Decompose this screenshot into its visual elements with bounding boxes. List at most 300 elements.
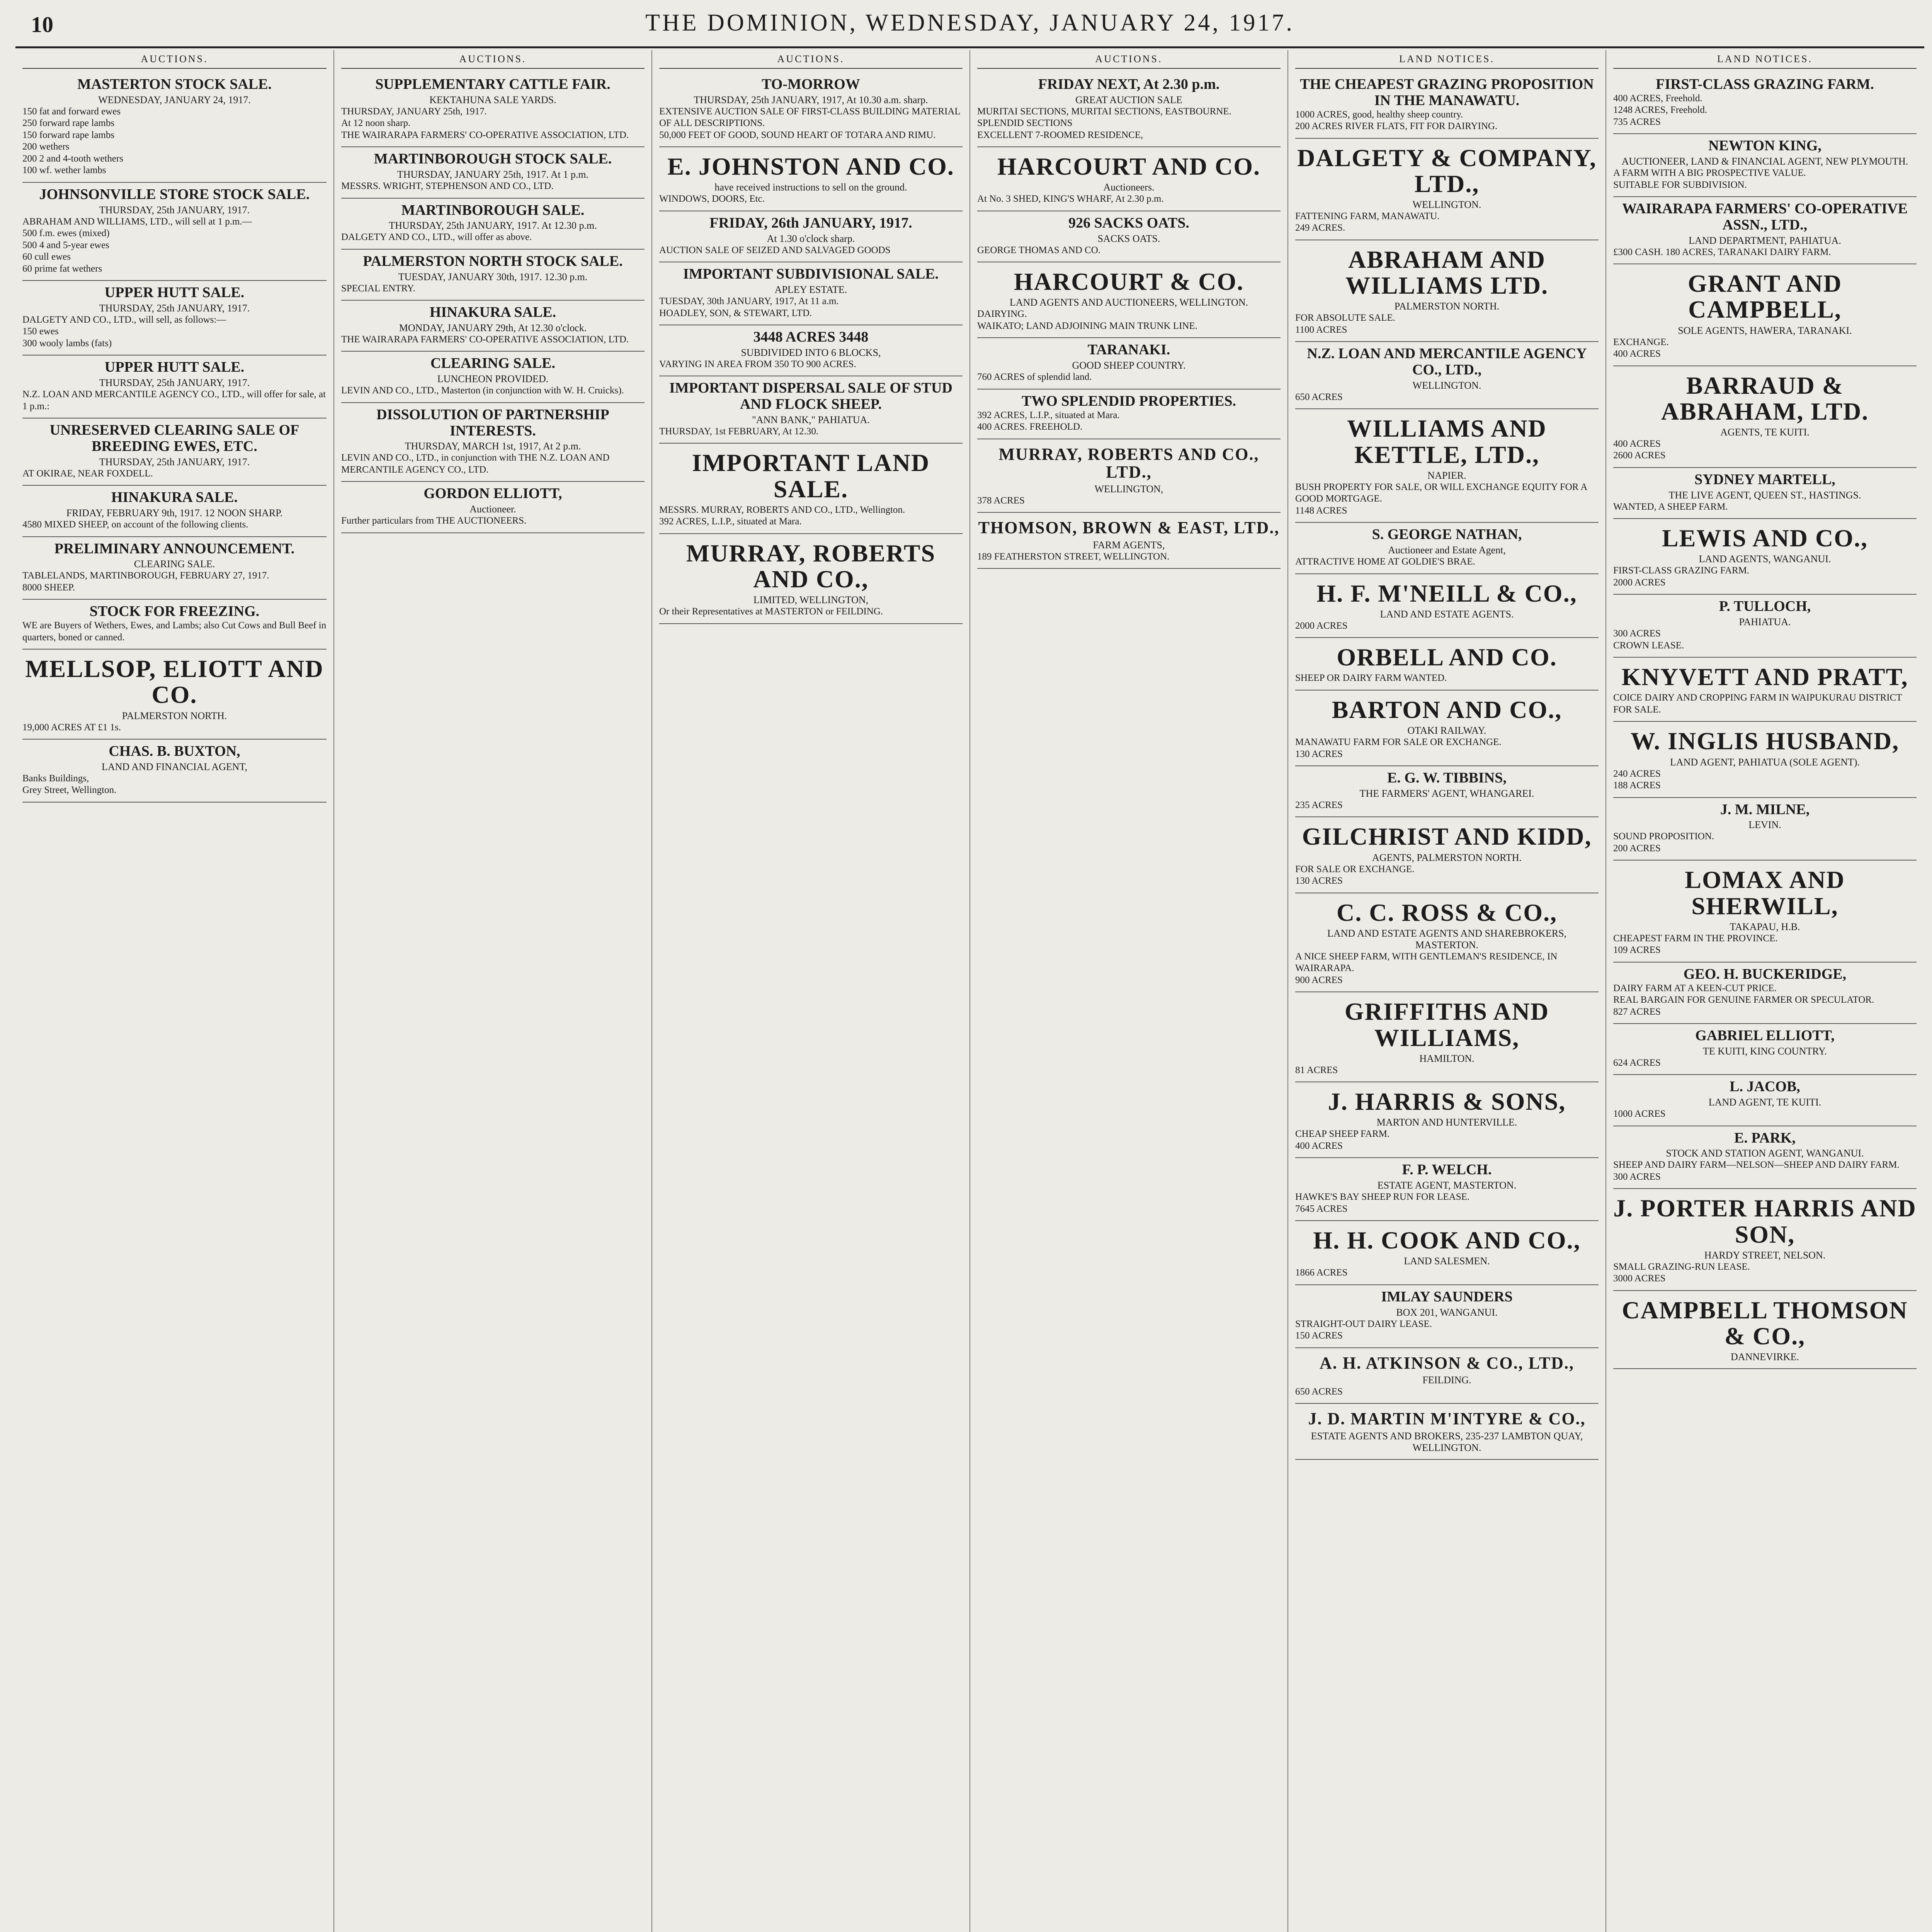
ad-text: 8000 SHEEP. xyxy=(22,582,75,593)
ad-heading: SYDNEY MARTELL, xyxy=(1694,471,1835,488)
advertisement xyxy=(341,73,645,147)
ad-text: 150 ewes xyxy=(22,326,59,337)
ad-text: DALGETY AND CO., LTD., will sell, as follows:— xyxy=(22,314,226,325)
ad-text: 650 ACRES xyxy=(1295,391,1343,402)
ad-heading: MARTINBOROUGH SALE. xyxy=(401,202,585,218)
column-header: LAND NOTICES. xyxy=(1613,53,1917,69)
ad-subheading: LAND AND ESTATE AGENTS. xyxy=(1380,608,1514,620)
ad-text: HOADLEY, SON, & STEWART, LTD. xyxy=(659,308,812,318)
ad-text: 109 ACRES xyxy=(1613,945,1661,956)
advertisement xyxy=(1613,1075,1917,1126)
ad-text: SHEEP AND DAIRY FARM—NELSON—SHEEP AND DAIRY FARM. xyxy=(1613,1160,1900,1170)
ad-heading: P. TULLOCH, xyxy=(1719,598,1811,615)
ad-text: WAIKATO; LAND ADJOINING MAIN TRUNK LINE. xyxy=(977,320,1197,331)
ad-heading: L. JACOB, xyxy=(1730,1078,1800,1095)
ad-text: 240 ACRES xyxy=(1613,768,1661,779)
ad-text: 1000 ACRES, good, healthy sheep country. xyxy=(1295,109,1463,120)
ad-heading: KNYVETT AND PRATT, xyxy=(1621,663,1908,691)
ad-text: AUCTION SALE OF SEIZED AND SALVAGED GOODS xyxy=(659,245,891,255)
advertisement xyxy=(977,338,1281,389)
advertisement xyxy=(977,73,1281,147)
advertisement xyxy=(1613,861,1917,962)
ad-text: HAWKE'S BAY SHEEP RUN FOR LEASE. xyxy=(1295,1192,1470,1202)
column-3 xyxy=(651,50,969,1932)
advertisement xyxy=(22,355,327,418)
column-header: AUCTIONS. xyxy=(341,53,645,69)
column-header: AUCTIONS. xyxy=(22,53,327,69)
ad-text: 150 ACRES xyxy=(1295,1330,1343,1341)
ad-heading: FRIDAY, 26th JANUARY, 1917. xyxy=(709,214,912,231)
columns xyxy=(15,50,1924,1932)
ad-subheading: GOOD SHEEP COUNTRY. xyxy=(1072,360,1186,371)
ad-heading: MASTERTON STOCK SALE. xyxy=(77,76,272,92)
ad-heading: CLEARING SALE. xyxy=(430,355,556,372)
ad-subheading: HARDY STREET, NELSON. xyxy=(1704,1249,1826,1261)
ad-heading: J. M. MILNE, xyxy=(1720,801,1810,818)
advertisement xyxy=(1613,519,1917,595)
ad-text: EXTENSIVE AUCTION SALE OF FIRST-CLASS BUILDING MATERIAL OF ALL DESCRIPTIONS. xyxy=(659,106,960,129)
advertisement xyxy=(22,73,327,183)
ad-text: SPECIAL ENTRY. xyxy=(341,283,415,294)
ad-heading: HARCOURT & CO. xyxy=(1014,268,1244,296)
advertisement xyxy=(1613,1291,1917,1369)
ad-heading: HARCOURT AND CO. xyxy=(997,153,1261,180)
ad-heading: W. INGLIS HUSBAND, xyxy=(1630,727,1900,755)
ad-subheading: FARM AGENTS, xyxy=(1093,539,1165,551)
ad-heading: ABRAHAM AND WILLIAMS LTD. xyxy=(1345,245,1549,299)
ad-text: Further particulars from THE AUCTIONEERS. xyxy=(341,515,527,526)
ad-text: 2000 ACRES xyxy=(1295,620,1348,631)
ad-text: THE WAIRARAPA FARMERS' CO-OPERATIVE ASSOCIATION, LTD. xyxy=(341,334,629,345)
ad-heading: IMLAY SAUNDERS xyxy=(1381,1288,1513,1305)
ad-subheading: AUCTIONEER, LAND & FINANCIAL AGENT, NEW PLYMOUTH. xyxy=(1621,156,1908,167)
ad-subheading: Auctioneer. xyxy=(469,503,516,515)
ad-text: N.Z. LOAN AND MERCANTILE AGENCY CO., LTD., will offer for sale, at 1 p.m.: xyxy=(22,389,326,412)
ad-text: 392 ACRES, L.I.P., situated at Mara. xyxy=(977,410,1120,420)
ad-subheading: WEDNESDAY, JANUARY 24, 1917. xyxy=(98,94,251,105)
advertisement xyxy=(22,537,327,600)
ad-subheading: GREAT AUCTION SALE xyxy=(1075,94,1182,105)
advertisement xyxy=(977,439,1281,513)
ad-text: ABRAHAM AND WILLIAMS, LTD., will sell at 1 p.m.— xyxy=(22,216,252,227)
ad-text: Banks Buildings, xyxy=(22,773,89,784)
ad-heading: C. C. ROSS & CO., xyxy=(1337,898,1557,926)
advertisement xyxy=(1613,468,1917,519)
ad-text: FIRST-CLASS GRAZING FARM. xyxy=(1613,565,1750,576)
ad-heading: LOMAX AND SHERWILL, xyxy=(1685,866,1845,920)
ad-subheading: At 1.30 o'clock sharp. xyxy=(767,233,855,244)
advertisement xyxy=(1295,139,1599,240)
ad-text: A FARM WITH A BIG PROSPECTIVE VALUE. xyxy=(1613,168,1806,179)
advertisement xyxy=(659,325,963,376)
ad-subheading: ESTATE AGENTS AND BROKERS, 235-237 LAMBTON QUAY, WELLINGTON. xyxy=(1311,1430,1583,1453)
ad-subheading: MARTON AND HUNTERVILLE. xyxy=(1376,1117,1517,1128)
ad-text: 400 ACRES xyxy=(1613,438,1661,449)
ad-text: 1248 ACRES, Freehold. xyxy=(1613,105,1708,116)
ad-text: 60 cull ewes xyxy=(22,252,71,262)
ad-heading: PRELIMINARY ANNOUNCEMENT. xyxy=(54,540,295,557)
ad-subheading: KEKTAHUNA SALE YARDS. xyxy=(429,94,556,105)
advertisement xyxy=(1613,658,1917,722)
column-6 xyxy=(1605,50,1923,1932)
ad-subheading: SOLE AGENTS, HAWERA, TARANAKI. xyxy=(1678,325,1852,336)
ad-subheading: THURSDAY, MARCH 1st, 1917, At 2 p.m. xyxy=(405,440,581,452)
advertisement xyxy=(22,486,327,537)
ad-text: 100 wf. wether lambs xyxy=(22,165,106,176)
ad-subheading: LAND SALESMEN. xyxy=(1404,1255,1490,1267)
ad-text: VARYING IN AREA FROM 350 TO 900 ACRES. xyxy=(659,359,856,369)
advertisement xyxy=(1295,992,1599,1082)
ad-subheading: LAND AND FINANCIAL AGENT, xyxy=(102,761,247,772)
ad-subheading: DANNEVIRKE. xyxy=(1731,1351,1799,1363)
ad-text: 250 forward rape lambs xyxy=(22,118,115,129)
advertisement xyxy=(22,740,327,803)
ad-text: Or their Representatives at MASTERTON or FEILDING. xyxy=(659,606,883,617)
ad-subheading: LAND AGENTS, WANGANUI. xyxy=(1699,553,1831,565)
ad-text: 2600 ACRES xyxy=(1613,450,1666,461)
ad-text: 150 forward rape lambs xyxy=(22,129,115,140)
ad-text: DALGETY AND CO., LTD., will offer as above. xyxy=(341,232,532,243)
ad-text: MURITAI SECTIONS, MURITAI SECTIONS, EASTBOURNE. xyxy=(977,106,1231,117)
ad-text: THURSDAY, JANUARY 25th, 1917. xyxy=(341,106,487,117)
ad-text: SOUND PROPOSITION. xyxy=(1613,831,1714,842)
column-header: AUCTIONS. xyxy=(977,53,1281,69)
ad-subheading: LEVIN. xyxy=(1748,819,1781,831)
ad-heading: A. H. ATKINSON & CO., LTD., xyxy=(1319,1353,1575,1372)
ad-heading: UPPER HUTT SALE. xyxy=(104,359,245,376)
ad-heading: 3448 ACRES 3448 xyxy=(753,329,869,345)
advertisement xyxy=(1295,409,1599,523)
ad-subheading: FEILDING. xyxy=(1422,1374,1471,1386)
ad-subheading: THURSDAY, 25th JANUARY, 1917, At 10.30 a.m. sharp. xyxy=(694,94,928,105)
ad-subheading: THURSDAY, JANUARY 25th, 1917. At 1 p.m. xyxy=(397,169,589,180)
ad-heading: S. GEORGE NATHAN, xyxy=(1372,526,1522,543)
ad-text: SMALL GRAZING-RUN LEASE. xyxy=(1613,1261,1750,1272)
ad-heading: DALGETY & COMPANY, LTD., xyxy=(1297,144,1597,197)
advertisement xyxy=(1613,1024,1917,1075)
advertisement xyxy=(659,147,963,211)
ad-subheading: LAND AND ESTATE AGENTS AND SHAREBROKERS, MASTERTON. xyxy=(1327,927,1567,951)
advertisement xyxy=(1295,73,1599,139)
advertisement xyxy=(659,534,963,624)
ad-text: CHEAP SHEEP FARM. xyxy=(1295,1129,1390,1139)
ad-subheading: THE LIVE AGENT, QUEEN ST., HASTINGS. xyxy=(1668,489,1861,501)
ad-heading: GORDON ELLIOTT, xyxy=(423,485,562,502)
ad-text: WINDOWS, DOORS, Etc. xyxy=(659,194,765,204)
ad-text: THE WAIRARAPA FARMERS' CO-OPERATIVE ASSOCIATION, LTD. xyxy=(341,129,629,140)
advertisement xyxy=(22,281,327,355)
ad-subheading: PALMERSTON NORTH. xyxy=(1394,301,1500,312)
ad-heading: N.Z. LOAN AND MERCANTILE AGENCY CO., LTD., xyxy=(1307,345,1587,378)
ad-text: 200 ACRES RIVER FLATS, FIT FOR DAIRYING. xyxy=(1295,121,1498,132)
advertisement xyxy=(1613,1126,1917,1189)
ad-heading: E. PARK, xyxy=(1734,1129,1796,1146)
advertisement xyxy=(1295,1221,1599,1285)
ad-subheading: AGENTS, PALMERSTON NORTH. xyxy=(1372,852,1522,863)
ad-text: DAIRYING. xyxy=(977,309,1027,320)
ad-heading: GABRIEL ELLIOTT, xyxy=(1695,1027,1835,1044)
ad-subheading: THE FARMERS' AGENT, WHANGAREI. xyxy=(1359,787,1534,799)
ad-text: 392 ACRES, L.I.P., situated at Mara. xyxy=(659,516,802,527)
ad-heading: UNRESERVED CLEARING SALE OF BREEDING EWES, ETC. xyxy=(49,422,299,454)
ad-heading: TWO SPLENDID PROPERTIES. xyxy=(1021,393,1236,409)
ad-subheading: Auctioneer and Estate Agent, xyxy=(1388,544,1506,556)
ad-heading: JOHNSONVILLE STORE STOCK SALE. xyxy=(39,186,310,202)
ad-heading: E. G. W. TIBBINS, xyxy=(1387,770,1507,786)
ad-heading: THE CHEAPEST GRAZING PROPOSITION IN THE MANAWATU. xyxy=(1300,76,1594,109)
ad-heading: NEWTON KING, xyxy=(1708,138,1821,154)
ad-text: 760 ACRES of splendid land. xyxy=(977,372,1092,383)
ad-subheading: ESTATE AGENT, MASTERTON. xyxy=(1377,1180,1517,1191)
ad-subheading: Auctioneers. xyxy=(1103,182,1155,193)
ad-subheading: THURSDAY, 25th JANUARY, 1917. xyxy=(99,302,250,314)
advertisement xyxy=(1295,240,1599,342)
advertisement xyxy=(659,444,963,534)
ad-subheading: LUNCHEON PROVIDED. xyxy=(437,373,549,385)
advertisement xyxy=(977,389,1281,439)
ad-text: 200 ACRES xyxy=(1613,843,1661,854)
ad-text: 4580 MIXED SHEEP, on account of the following clients. xyxy=(22,519,248,530)
ad-text: 7645 ACRES xyxy=(1295,1203,1348,1214)
newspaper-title: THE DOMINION, WEDNESDAY, JANUARY 24, 1917. xyxy=(645,10,1294,36)
ad-text: 188 ACRES xyxy=(1613,780,1661,791)
ad-text: THURSDAY, 1st FEBRUARY, At 12.30. xyxy=(659,426,819,437)
ad-text: MANAWATU FARM FOR SALE OR EXCHANGE. xyxy=(1295,737,1502,748)
ad-text: 300 wooly lambs (fats) xyxy=(22,338,112,349)
ad-subheading: WELLINGTON. xyxy=(1412,379,1481,391)
ad-heading: WILLIAMS AND KETTLE, LTD., xyxy=(1347,415,1547,468)
ad-subheading: BOX 201, WANGANUI. xyxy=(1396,1306,1498,1318)
ad-text: TUESDAY, 30th JANUARY, 1917, At 11 a.m. xyxy=(659,296,839,307)
ad-heading: STOCK FOR FREEZING. xyxy=(89,603,260,620)
ad-text: 189 FEATHERSTON STREET, WELLINGTON. xyxy=(977,551,1170,562)
advertisement xyxy=(22,183,327,281)
advertisement xyxy=(1613,1189,1917,1291)
ad-text: 650 ACRES xyxy=(1295,1386,1343,1397)
ad-text: 19,000 ACRES AT £1 1s. xyxy=(22,722,121,733)
advertisement xyxy=(22,418,327,486)
ad-text: 1148 ACRES xyxy=(1295,505,1347,516)
ad-subheading: HAMILTON. xyxy=(1419,1053,1475,1064)
ad-heading: THOMSON, BROWN & EAST, LTD., xyxy=(978,518,1280,537)
advertisement xyxy=(1613,134,1917,197)
ad-heading: FRIDAY NEXT, At 2.30 p.m. xyxy=(1038,76,1220,92)
ad-heading: CAMPBELL THOMSON & CO., xyxy=(1622,1296,1908,1350)
ad-heading: IMPORTANT LAND SALE. xyxy=(692,449,930,503)
ad-heading: F. P. WELCH. xyxy=(1402,1162,1492,1178)
advertisement xyxy=(1295,638,1599,690)
advertisement xyxy=(659,73,963,147)
advertisement xyxy=(341,482,645,533)
advertisement xyxy=(341,250,645,301)
ad-text: EXCHANGE. xyxy=(1613,337,1669,347)
ad-subheading: APLEY ESTATE. xyxy=(774,284,847,296)
advertisement xyxy=(1295,1348,1599,1404)
ad-subheading: WELLINGTON. xyxy=(1412,199,1481,210)
ad-heading: FIRST-CLASS GRAZING FARM. xyxy=(1656,76,1874,92)
masthead xyxy=(15,0,1924,48)
ad-subheading: LAND AGENTS AND AUCTIONEERS, WELLINGTON. xyxy=(1009,297,1248,308)
ad-heading: SUPPLEMENTARY CATTLE FAIR. xyxy=(375,76,611,92)
advertisement xyxy=(1295,893,1599,993)
advertisement xyxy=(341,301,645,352)
advertisement xyxy=(1295,817,1599,893)
ad-heading: MURRAY, ROBERTS AND CO., xyxy=(686,539,936,593)
ad-text: ATTRACTIVE HOME AT GOLDIE'S BRAE. xyxy=(1295,556,1475,567)
ad-heading: BARRAUD & ABRAHAM, LTD. xyxy=(1661,371,1869,425)
ad-text: STRAIGHT-OUT DAIRY LEASE. xyxy=(1295,1318,1432,1329)
page-number: 10 xyxy=(31,12,53,37)
ad-text: 400 ACRES, Freehold. xyxy=(1613,93,1702,104)
ad-text: £300 CASH. 180 ACRES, TARANAKI DAIRY FARM. xyxy=(1613,247,1831,257)
advertisement xyxy=(1613,197,1917,264)
ad-text: 827 ACRES xyxy=(1613,1006,1661,1017)
ad-subheading: THURSDAY, 25th JANUARY, 1917. xyxy=(99,456,250,468)
ad-text: MESSRS. MURRAY, ROBERTS AND CO., LTD., Wellington. xyxy=(659,504,905,515)
ad-text: AT OKIRAE, NEAR FOXDELL. xyxy=(22,468,153,479)
ad-text: WE are Buyers of Wethers, Ewes, and Lambs; also Cut Cows and Bull Beef in quarters, boned or canned. xyxy=(22,620,327,643)
ad-text: 500 f.m. ewes (mixed) xyxy=(22,228,110,239)
ad-heading: H. F. M'NEILL & CO., xyxy=(1316,579,1577,607)
ad-subheading: THURSDAY, 25th JANUARY, 1917. xyxy=(99,204,250,216)
advertisement xyxy=(1295,690,1599,766)
ad-subheading: THURSDAY, 25th JANUARY, 1917. At 12.30 p.m. xyxy=(389,220,597,231)
ad-text: 200 2 and 4-tooth wethers xyxy=(22,153,124,164)
ad-text: A NICE SHEEP FARM, WITH GENTLEMAN'S RESIDENCE, IN WAIRARAPA. xyxy=(1295,951,1558,974)
ad-heading: MARTINBOROUGH STOCK SALE. xyxy=(374,151,612,167)
column-1 xyxy=(15,50,333,1932)
ad-text: 1866 ACRES xyxy=(1295,1267,1348,1278)
ad-text: 1100 ACRES xyxy=(1295,324,1347,335)
ad-heading: WAIRARAPA FARMERS' CO-OPERATIVE ASSN., LTD., xyxy=(1622,201,1908,233)
ad-subheading: CLEARING SALE. xyxy=(134,558,215,570)
ad-text: 400 ACRES. FREEHOLD. xyxy=(977,422,1083,432)
ad-text: 150 fat and forward ewes xyxy=(22,106,121,117)
ad-text: LEVIN AND CO., LTD., Masterton (in conjunction with W. H. Cruicks). xyxy=(341,385,624,396)
advertisement xyxy=(1295,766,1599,817)
ad-text: LEVIN AND CO., LTD., in conjunction with THE N.Z. LOAN AND MERCANTILE AGENCY CO., LTD. xyxy=(341,452,610,475)
ad-heading: GRANT AND CAMPBELL, xyxy=(1687,270,1842,323)
ad-text: TABLELANDS, MARTINBOROUGH, FEBRUARY 27, 1917. xyxy=(22,570,269,581)
ad-heading: MURRAY, ROBERTS AND CO., LTD., xyxy=(998,444,1259,481)
advertisement xyxy=(341,199,645,250)
advertisement xyxy=(1295,342,1599,409)
advertisement xyxy=(977,147,1281,211)
ad-subheading: TAKAPAU, H.B. xyxy=(1730,921,1800,932)
ad-subheading: LAND DEPARTMENT, PAHIATUA. xyxy=(1689,235,1841,246)
ad-text: GEORGE THOMAS AND CO. xyxy=(977,245,1101,255)
ad-subheading: AGENTS, TE KUITI. xyxy=(1720,426,1810,438)
ad-text: BUSH PROPERTY FOR SALE, OR WILL EXCHANGE EQUITY FOR A GOOD MORTGAGE. xyxy=(1295,481,1587,504)
ad-text: 60 prime fat wethers xyxy=(22,263,102,274)
advertisement xyxy=(1613,264,1917,366)
ad-subheading: THURSDAY, 25th JANUARY, 1917. xyxy=(99,377,250,389)
ad-subheading: WELLINGTON, xyxy=(1094,483,1163,495)
advertisement xyxy=(1295,1285,1599,1348)
ad-text: Grey Street, Wellington. xyxy=(22,785,117,796)
column-header: LAND NOTICES. xyxy=(1295,53,1599,69)
ad-text: 735 ACRES xyxy=(1613,116,1661,127)
ad-text: 235 ACRES xyxy=(1295,799,1343,810)
ad-subheading: NAPIER. xyxy=(1427,469,1466,481)
advertisement xyxy=(659,211,963,262)
advertisement xyxy=(1613,798,1917,861)
advertisement xyxy=(341,403,645,482)
ad-text: 400 ACRES xyxy=(1295,1140,1343,1151)
ad-heading: CHAS. B. BUXTON, xyxy=(109,743,240,760)
ad-text: 624 ACRES xyxy=(1613,1057,1661,1068)
ad-heading: MELLSOP, ELIOTT AND CO. xyxy=(25,655,324,709)
ad-subheading: OTAKI RAILWAY. xyxy=(1407,725,1486,736)
ad-text: CROWN LEASE. xyxy=(1613,640,1684,651)
advertisement xyxy=(341,147,645,198)
column-2 xyxy=(333,50,651,1932)
column-5 xyxy=(1287,50,1605,1932)
ad-text: FOR SALE OR EXCHANGE. xyxy=(1295,864,1415,874)
advertisement xyxy=(1295,1158,1599,1221)
ad-heading: PALMERSTON NORTH STOCK SALE. xyxy=(363,253,623,269)
ad-text: REAL BARGAIN FOR GENUINE FARMER OR SPECULATOR. xyxy=(1613,995,1874,1005)
advertisement xyxy=(1613,722,1917,798)
ad-subheading: TUESDAY, JANUARY 30th, 1917. 12.30 p.m. xyxy=(398,271,588,282)
ad-text: DAIRY FARM AT A KEEN-CUT PRICE. xyxy=(1613,983,1777,993)
advertisement xyxy=(22,650,327,740)
advertisement xyxy=(1295,1404,1599,1459)
ad-text: SUITABLE FOR SUBDIVISION. xyxy=(1613,179,1747,190)
ad-text: SPLENDID SECTIONS xyxy=(977,118,1073,129)
column-4 xyxy=(969,50,1287,1932)
ad-subheading: TE KUITI, KING COUNTRY. xyxy=(1703,1045,1827,1057)
ad-heading: DISSOLUTION OF PARTNERSHIP INTERESTS. xyxy=(376,406,609,439)
ad-subheading: STOCK AND STATION AGENT, WANGANUI. xyxy=(1666,1148,1864,1159)
advertisement xyxy=(1613,366,1917,468)
ad-text: 500 4 and 5-year ewes xyxy=(22,240,109,250)
column-header: AUCTIONS. xyxy=(659,53,963,69)
ad-text: 130 ACRES xyxy=(1295,876,1343,886)
ad-text: 1000 ACRES xyxy=(1613,1109,1666,1119)
ad-heading: BARTON AND CO., xyxy=(1332,696,1562,723)
advertisement xyxy=(1613,595,1917,658)
ad-heading: ORBELL AND CO. xyxy=(1337,643,1557,671)
ad-subheading: SUBDIVIDED INTO 6 BLOCKS, xyxy=(741,347,881,358)
ad-heading: TO-MORROW xyxy=(762,76,860,92)
ad-text: 81 ACRES xyxy=(1295,1065,1338,1075)
ad-text: MESSRS. WRIGHT, STEPHENSON AND CO., LTD. xyxy=(341,181,554,192)
ad-text: At No. 3 SHED, KING'S WHARF, At 2.30 p.m. xyxy=(977,194,1164,204)
ad-heading: E. JOHNSTON AND CO. xyxy=(667,153,954,180)
advertisement xyxy=(977,513,1281,569)
advertisement xyxy=(977,262,1281,338)
ad-subheading: LAND AGENT, PAHIATUA (SOLE AGENT). xyxy=(1670,756,1860,768)
ad-text: FATTENING FARM, MANAWATU. xyxy=(1295,211,1440,221)
ad-subheading: have received instructions to sell on the ground. xyxy=(714,182,907,193)
ad-subheading: "ANN BANK," PAHIATUA. xyxy=(752,414,870,425)
ad-heading: IMPORTANT SUBDIVISIONAL SALE. xyxy=(683,266,939,282)
ad-subheading: PALMERSTON NORTH. xyxy=(122,710,227,721)
ad-text: 378 ACRES xyxy=(977,495,1025,506)
ad-subheading: SACKS OATS. xyxy=(1097,233,1160,244)
advertisement xyxy=(341,352,645,403)
advertisement xyxy=(1613,963,1917,1024)
ad-heading: J. PORTER HARRIS AND SON, xyxy=(1613,1194,1917,1248)
ad-text: 900 ACRES xyxy=(1295,975,1343,985)
ad-text: 2000 ACRES xyxy=(1613,577,1666,588)
ad-text: 300 ACRES xyxy=(1613,628,1661,639)
ad-heading: GEO. H. BUCKERIDGE, xyxy=(1683,966,1847,982)
ad-heading: 926 SACKS OATS. xyxy=(1068,214,1189,231)
ad-text: SHEEP OR DAIRY FARM WANTED. xyxy=(1295,673,1447,684)
advertisement xyxy=(1295,574,1599,638)
